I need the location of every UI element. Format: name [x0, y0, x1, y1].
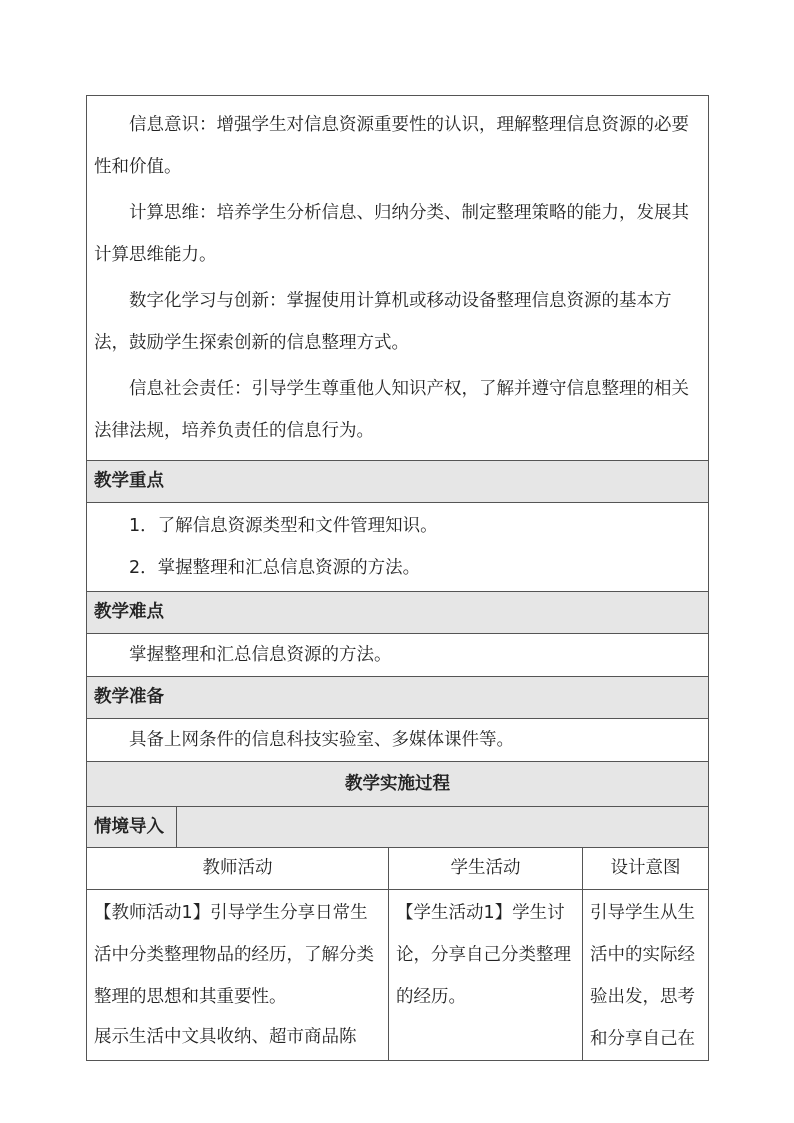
preparation-text: 具备上网条件的信息科技实验室、多媒体课件等。 [129, 730, 514, 750]
process-title-row [87, 762, 709, 807]
objectives-row [87, 96, 709, 461]
difficulties-text: 掌握整理和汇总信息资源的方法。 [129, 645, 392, 665]
key-point-item: 2．掌握整理和汇总信息资源的方法。 [129, 558, 421, 578]
teacher-activity-text-2: 展示生活中文具收纳、超市商品陈 [94, 1027, 357, 1047]
section-label: 情境导入 [87, 807, 177, 848]
key-points-row [87, 503, 709, 592]
section-filler [177, 807, 709, 848]
design-intent-header: 设计意图 [583, 848, 709, 890]
key-point-item: 1．了解信息资源类型和文件管理知识。 [129, 516, 438, 536]
activity-row [87, 890, 709, 1061]
difficulties-title: 教学难点 [87, 592, 709, 634]
objective-info-awareness: 信息意识：增强学生对信息资源重要性的认识，理解整理信息资源的必要性和价值。 [94, 115, 689, 177]
difficulties-header-row [87, 592, 709, 634]
lesson-plan-document [86, 95, 708, 1061]
preparation-title: 教学准备 [87, 677, 709, 719]
activity-header-row [87, 848, 709, 890]
objective-computational-thinking: 计算思维：培养学生分析信息、归纳分类、制定整理策略的能力，发展其计算思维能力。 [94, 203, 689, 265]
difficulties-row [87, 634, 709, 677]
objective-digital-learning: 数字化学习与创新：掌握使用计算机或移动设备整理信息资源的基本方法，鼓励学生探索创新的信息整理方式。 [94, 291, 672, 353]
student-activity-text: 【学生活动1】学生讨论，分享自己分类整理的经历。 [396, 903, 571, 1007]
design-intent-text: 引导学生从生活中的实际经验出发，思考和分享自己在 [590, 903, 695, 1049]
section-row [87, 807, 709, 848]
student-activity-header: 学生活动 [389, 848, 583, 890]
lesson-plan-table [86, 95, 709, 1061]
preparation-header-row [87, 677, 709, 719]
key-points-title: 教学重点 [87, 461, 709, 503]
teacher-activity-text: 【教师活动1】引导学生分享日常生活中分类整理物品的经历，了解分类整理的思想和其重要性。 [94, 903, 374, 1007]
process-title: 教学实施过程 [87, 762, 709, 807]
key-points-header-row [87, 461, 709, 503]
objective-social-responsibility: 信息社会责任：引导学生尊重他人知识产权，了解并遵守信息整理的相关法律法规，培养负责任的信息行为。 [94, 379, 689, 441]
teacher-activity-header: 教师活动 [87, 848, 389, 890]
preparation-row [87, 719, 709, 762]
